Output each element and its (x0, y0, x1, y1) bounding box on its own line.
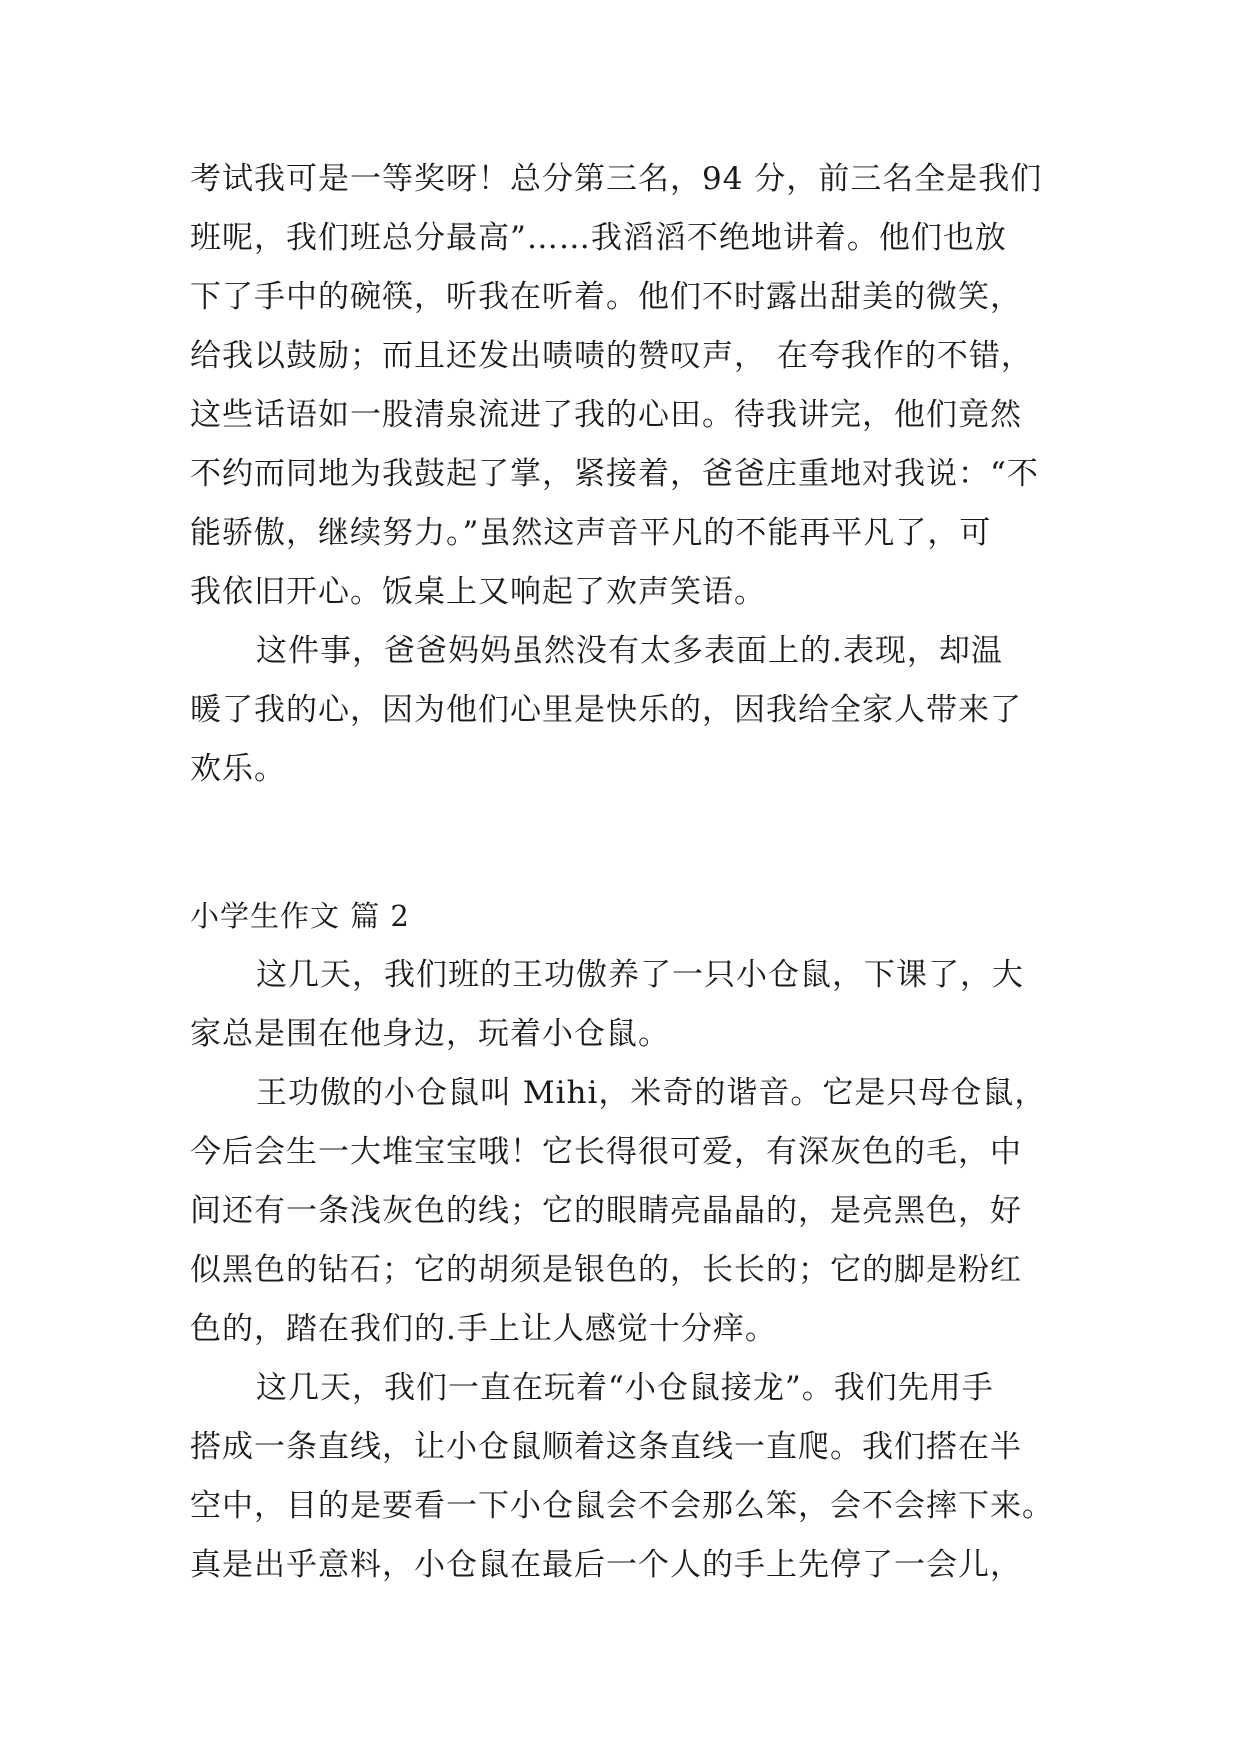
paragraph-hamster-intro (190, 946, 1070, 1064)
text-line: 暖了我的心，因为他们心里是快乐的，因我给全家人带来了 (190, 692, 1022, 728)
text-line: 似黑色的钻石；它的胡须是银色的，长长的；它的脚是粉红 (190, 1252, 1022, 1288)
text-line: 真是出乎意料，小仓鼠在最后一个人的手上先停了一会儿， (190, 1547, 1022, 1583)
text-line: 这几天，我们一直在玩着“小仓鼠接龙”。我们先用手 (256, 1370, 994, 1406)
text-line: 这件事，爸爸妈妈虽然没有太多表面上的.表现，却温 (256, 633, 1003, 669)
essay-heading: 小学生作文 篇 2 (190, 899, 410, 933)
text-line: 空中，目的是要看一下小仓鼠会不会那么笨，会不会摔下来。 (190, 1488, 1054, 1524)
paragraph-dinner (190, 150, 1070, 622)
text-line: 这几天，我们班的王功傲养了一只小仓鼠，下课了，大 (256, 957, 1024, 993)
text-line: 这些话语如一股清泉流进了我的心田。待我讲完，他们竟然 (190, 397, 1022, 433)
text-line: 班呢，我们班总分最高”……我滔滔不绝地讲着。他们也放 (190, 220, 1007, 256)
paragraph-hamster-game (190, 1359, 1070, 1595)
text-line: 搭成一条直线，让小仓鼠顺着这条直线一直爬。我们搭在半 (190, 1429, 1022, 1465)
text-line: 不约而同地为我鼓起了掌，紧接着，爸爸庄重地对我说：“不 (190, 456, 1039, 492)
text-line: 王功傲的小仓鼠叫 Mihi，米奇的谐音。它是只母仓鼠， (256, 1075, 1047, 1111)
text-line: 欢乐。 (190, 751, 286, 787)
text-line: 间还有一条浅灰色的线；它的眼睛亮晶晶的，是亮黑色，好 (190, 1193, 1022, 1229)
text-line: 色的，踏在我们的.手上让人感觉十分痒。 (190, 1311, 777, 1347)
text-line: 给我以鼓励；而且还发出啧啧的赞叹声， 在夸我作的不错， (190, 338, 1033, 374)
paragraph-hamster-description (190, 1064, 1070, 1359)
document-page (190, 150, 1070, 1595)
text-line: 我依旧开心。饭桌上又响起了欢声笑语。 (190, 574, 766, 610)
paragraph-closing (190, 622, 1070, 799)
text-line: 家总是围在他身边，玩着小仓鼠。 (190, 1016, 670, 1052)
text-line: 能骄傲，继续努力。”虽然这声音平凡的不能再平凡了，可 (190, 515, 992, 551)
text-line: 下了手中的碗筷，听我在听着。他们不时露出甜美的微笑， (190, 279, 1022, 315)
text-line: 今后会生一大堆宝宝哦！它长得很可爱，有深灰色的毛，中 (190, 1134, 1022, 1170)
section-gap (190, 799, 1070, 887)
text-line: 考试我可是一等奖呀！总分第三名，94 分，前三名全是我们 (190, 161, 1043, 197)
